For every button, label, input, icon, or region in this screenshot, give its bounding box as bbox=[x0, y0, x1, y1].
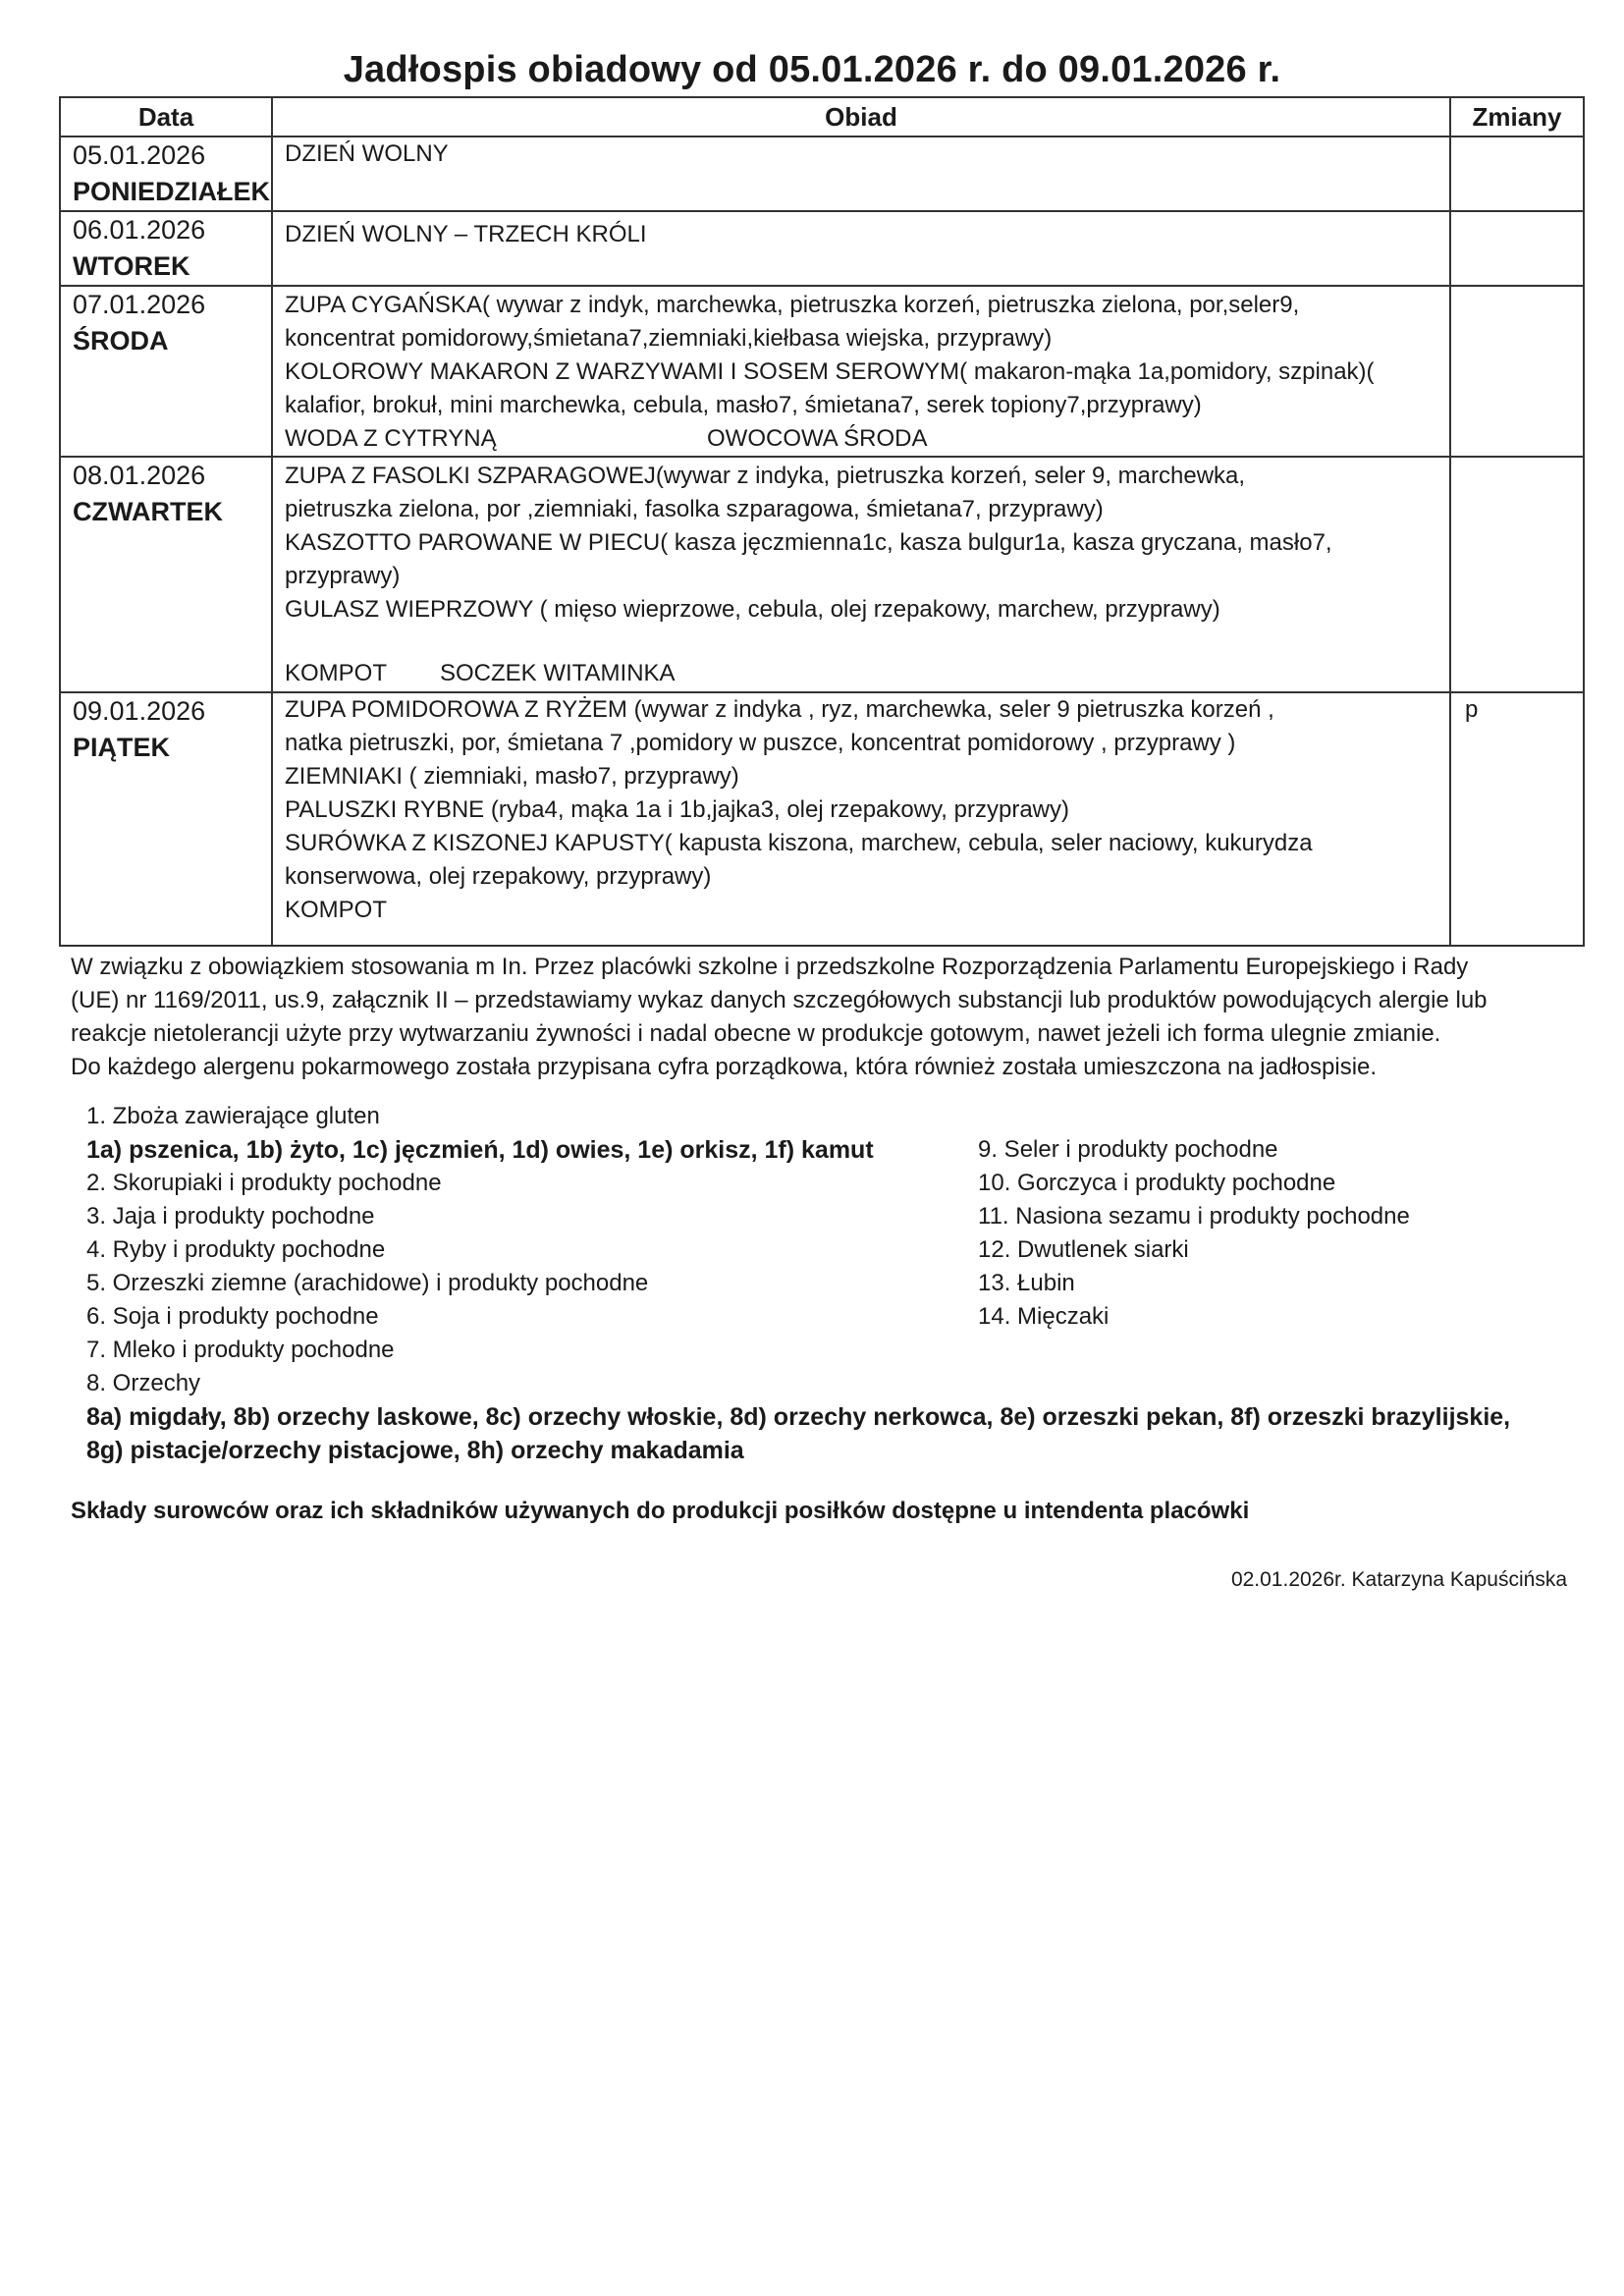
allergen-item: 2. Skorupiaki i produkty pochodne bbox=[86, 1170, 442, 1196]
date: 07.01.2026 bbox=[73, 290, 206, 319]
meal-cell bbox=[272, 457, 1450, 692]
allergen-list bbox=[86, 1100, 1579, 1467]
meal-line: ZUPA POMIDOROWA Z RYŻEM (wywar z indyka , ryz, marchewka, seler 9 pietruszka korzeń , bbox=[285, 696, 1274, 723]
allergen-item: 1a) pszenica, 1b) żyto, 1c) jęczmień, 1d) owies, 1e) orkisz, 1f) kamut bbox=[86, 1136, 874, 1164]
notice-line: (UE) nr 1169/2011, us.9, załącznik II – przedstawiamy wykaz danych szczegółowych substancji lub produktów powodujących alergie lub bbox=[71, 987, 1488, 1013]
meal-cell bbox=[272, 692, 1450, 946]
notice-line: W związku z obowiązkiem stosowania m In. Przez placówki szkolne i przedszkolne Rozporządzenia Parlamentu Europejskiego i Rady bbox=[71, 954, 1469, 980]
meal-cell bbox=[272, 211, 1450, 286]
nut-line: 8a) migdały, 8b) orzechy laskowe, 8c) orzechy włoskie, 8d) orzechy nerkowca, 8e) orzeszki pekan, 8f) orzeszki brazylijskie, bbox=[86, 1403, 1511, 1431]
date-cell bbox=[60, 692, 272, 946]
notice-line: Do każdego alergenu pokarmowego została przypisana cyfra porządkowa, która również została umieszczona na jadłospisie. bbox=[71, 1054, 1378, 1080]
change-cell bbox=[1450, 137, 1584, 211]
notice-line: reakcje nietolerancji użyte przy wytwarzaniu żywności i nadal obecne w produkcje gotowym, nawet jeżeli ich forma ulegnie zmianie. bbox=[71, 1020, 1441, 1047]
change-cell bbox=[1450, 286, 1584, 457]
meal-line: KASZOTTO PAROWANE W PIECU( kasza jęczmienna1c, kasza bulgur1a, kasza gryczana, masło7, bbox=[285, 529, 1332, 556]
weekday: PIĄTEK bbox=[73, 733, 171, 762]
header-date: Data bbox=[60, 97, 272, 137]
weekday: ŚRODA bbox=[73, 326, 169, 355]
meal-line: SURÓWKA Z KISZONEJ KAPUSTY( kapusta kiszona, marchew, cebula, seler naciowy, kukurydza bbox=[285, 830, 1313, 856]
meal-line: kalafior, brokuł, mini marchewka, cebula, masło7, śmietana7, serek topiony7,przyprawy) bbox=[285, 392, 1202, 418]
allergen-item: 9. Seler i produkty pochodne bbox=[978, 1136, 1278, 1163]
weekday: WTOREK bbox=[73, 251, 190, 281]
table-row bbox=[60, 457, 1584, 692]
allergen-item: 3. Jaja i produkty pochodne bbox=[86, 1203, 375, 1230]
header-changes: Zmiany bbox=[1450, 97, 1584, 137]
meal-line: koncentrat pomidorowy,śmietana7,ziemniaki,kiełbasa wiejska, przyprawy) bbox=[285, 325, 1053, 352]
meal-line: ZUPA CYGAŃSKA( wywar z indyk, marchewka, pietruszka korzeń, pietruszka zielona, por,seler9, bbox=[285, 292, 1300, 318]
meal-line: ZUPA Z FASOLKI SZPARAGOWEJ(wywar z indyka, pietruszka korzeń, seler 9, marchewka, bbox=[285, 463, 1246, 489]
date: 06.01.2026 bbox=[73, 215, 206, 245]
allergen-item: 13. Łubin bbox=[978, 1270, 1075, 1296]
table-row bbox=[60, 137, 1584, 211]
meal-line: DZIEŃ WOLNY bbox=[285, 140, 449, 167]
page-title: Jadłospis obiadowy od 05.01.2026 r. do 09.01.2026 r. bbox=[343, 49, 1281, 90]
table-header-row bbox=[60, 97, 1584, 137]
change-cell bbox=[1450, 211, 1584, 286]
meal-line: natka pietruszki, por, śmietana 7 ,pomidory w puszce, koncentrat pomidorowy , przyprawy ) bbox=[285, 730, 1236, 756]
change-cell bbox=[1450, 457, 1584, 692]
date-cell bbox=[60, 137, 272, 211]
meal-line: DZIEŃ WOLNY – TRZECH KRÓLI bbox=[285, 221, 647, 247]
allergen-item: 14. Mięczaki bbox=[978, 1303, 1110, 1330]
drink: WODA Z CYTRYNĄ bbox=[285, 425, 497, 452]
date-cell bbox=[60, 211, 272, 286]
allergen-item: 5. Orzeszki ziemne (arachidowe) i produkty pochodne bbox=[86, 1270, 649, 1296]
drink: KOMPOT bbox=[285, 660, 388, 686]
date-cell bbox=[60, 457, 272, 692]
meal-cell bbox=[272, 286, 1450, 457]
meal-extras bbox=[285, 422, 1437, 456]
extra-note: SOCZEK WITAMINKA bbox=[440, 660, 676, 686]
date-cell bbox=[60, 286, 272, 457]
nut-line: 8g) pistacje/orzechy pistacjowe, 8h) orzechy makadamia bbox=[86, 1437, 744, 1464]
header-meal: Obiad bbox=[272, 97, 1450, 137]
table-row bbox=[60, 211, 1584, 286]
allergen-item: 4. Ryby i produkty pochodne bbox=[86, 1236, 386, 1263]
date: 08.01.2026 bbox=[73, 461, 206, 490]
extra-note: OWOCOWA ŚRODA bbox=[707, 425, 928, 452]
meal-line: ZIEMNIAKI ( ziemniaki, masło7, przyprawy) bbox=[285, 763, 739, 790]
footer-note: Składy surowców oraz ich składników używanych do produkcji posiłków dostępne u intendenta placówki bbox=[71, 1498, 1250, 1524]
date: 09.01.2026 bbox=[73, 696, 206, 726]
allergen-item: 8. Orzechy bbox=[86, 1370, 201, 1396]
allergen-item: 11. Nasiona sezamu i produkty pochodne bbox=[978, 1203, 1410, 1230]
allergen-item: 10. Gorczyca i produkty pochodne bbox=[978, 1170, 1336, 1196]
meal-line: KOLOROWY MAKARON Z WARZYWAMI I SOSEM SEROWYM( makaron-mąka 1a,pomidory, szpinak)( bbox=[285, 358, 1375, 385]
meal-line: PALUSZKI RYBNE (ryba4, mąka 1a i 1b,jajka3, olej rzepakowy, przyprawy) bbox=[285, 796, 1069, 823]
meal-extras bbox=[285, 657, 1437, 690]
meal-line: KOMPOT bbox=[285, 897, 388, 923]
meal-line: GULASZ WIEPRZOWY ( mięso wieprzowe, cebula, olej rzepakowy, marchew, przyprawy) bbox=[285, 596, 1220, 623]
allergen-item: 6. Soja i produkty pochodne bbox=[86, 1303, 379, 1330]
signature: 02.01.2026r. Katarzyna Kapuścińska bbox=[1230, 1568, 1567, 1591]
allergen-notice bbox=[71, 951, 1583, 1084]
table-row bbox=[60, 692, 1584, 946]
nut-subtypes bbox=[86, 1400, 1579, 1467]
weekday: CZWARTEK bbox=[73, 497, 223, 526]
allergen-item: 1. Zboża zawierające gluten bbox=[86, 1103, 380, 1129]
allergen-item: 12. Dwutlenek siarki bbox=[978, 1236, 1189, 1263]
date: 05.01.2026 bbox=[73, 140, 206, 170]
meal-line: konserwowa, olej rzepakowy, przyprawy) bbox=[285, 863, 712, 890]
meal-cell bbox=[272, 137, 1450, 211]
table-row bbox=[60, 286, 1584, 457]
weekday: PONIEDZIAŁEK bbox=[73, 177, 271, 206]
meal-line: pietruszka zielona, por ,ziemniaki, fasolka szparagowa, śmietana7, przyprawy) bbox=[285, 496, 1104, 522]
allergen-item: 7. Mleko i produkty pochodne bbox=[86, 1337, 395, 1363]
menu-table bbox=[59, 96, 1585, 947]
change-cell: p bbox=[1450, 692, 1584, 946]
meal-line: przyprawy) bbox=[285, 563, 401, 589]
